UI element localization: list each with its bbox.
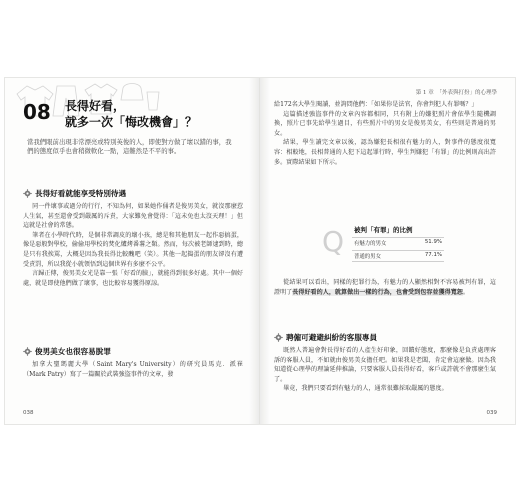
text-run: 。 <box>462 288 469 296</box>
body-text-top <box>274 100 496 167</box>
right-page <box>260 78 515 424</box>
chapter-number: 08 <box>23 100 51 124</box>
section-heading-text: 俊男美女也很容易脫罪 <box>35 347 111 356</box>
paragraph <box>274 278 496 297</box>
chapter-title: 長得好看， 就多一次「悔改機會」？ <box>65 99 198 129</box>
guilty-ratio-table <box>322 225 446 267</box>
gear-bullet-icon <box>23 189 32 198</box>
section-heading-text: 聘僱可避避糾紛的客服專員 <box>286 333 378 342</box>
paragraph: 同一件壞事或過分的行行，不知為何，如果她作俑者是俊男美女，就沒那麼惹人生氣，甚至還會受到嚴厲的斥責，大家難免會覺得：「這未免也太沒天理！」但這就是社會的常態。 <box>23 203 243 230</box>
row-value: 77.1% <box>424 252 442 258</box>
page-number: 038 <box>23 410 34 416</box>
section-heading-text: 長得好看就能享受特別待遇 <box>35 189 127 198</box>
paragraph: 既然人普遍會對長得好看的人產生好印象，回饋好態度，那麼像是負責處理客訴的客服人員，不如就由俊男美女擔任吧。如果我是老闆，肯定會這麼做。因為我知道從心理學的理論延伸推論，只要客服人員長得好看，客戶或許就不會那麼生氣了。 <box>274 347 496 383</box>
running-head: 第 1 章 「外表與打扮」的心理學 <box>415 90 497 96</box>
chapter-intro: 當我們眼前出現非常漂亮或特別英俊的人，即使對方做了壞以錯的事，我們的態度似乎也會稍微軟化一點，這難然是不平的事。 <box>27 138 232 155</box>
gear-bullet-icon <box>23 347 32 356</box>
table-row <box>352 237 444 248</box>
body-text-customer-service <box>274 346 496 394</box>
paragraph: 畢竟，我們只要看到有魅力的人，通常很難採取嚴厲的態度。 <box>283 385 448 393</box>
table-title: 被判「有罪」的比例 <box>354 226 413 234</box>
row-label: 普通的男女 <box>354 254 381 260</box>
row-label: 有魅力的男女 <box>354 241 387 247</box>
paragraph: 加拿大聖瑪麗大學（Saint Mary's University）的研究員馬克．派崔（Mark Patry）寫了一篇關於武裝強盜事件的文章，發 <box>23 361 243 378</box>
q-letter-icon: Q <box>322 225 345 258</box>
table-row <box>352 250 444 262</box>
section-heading-easy-acquittal <box>23 346 111 357</box>
body-text-conclusion <box>274 278 496 297</box>
section1-body <box>23 202 243 288</box>
row-value: 51.9% <box>424 239 442 245</box>
paragraph: 這篇描述強盜事件的文章內容都相同，只有附上的嫌犯照片會依學生隨機調換，照片已事先給學生過目，有些照片中的男女是俊男美女，有些則是普通的男女。 <box>274 110 496 137</box>
paragraph: 言歸正傳，俊男美女光是靠一張「好看的臉」，就能得到很多好處。其中一個好處，就是即使他們做了壞事，也比較容易獲得原諒。 <box>23 270 243 287</box>
paragraph: 給172名大學生閱讀，並詢問他們：「如果你是法官，你會判犯人有罪嗎？」 <box>274 101 478 108</box>
gutter-shadow <box>260 78 270 424</box>
text-run: 從結果可以看出，同樣的犯罪行為，有魅力的人顯然相對不容易被判有罪，這證明了 <box>274 279 496 296</box>
gear-bullet-icon <box>274 333 283 342</box>
left-page <box>5 78 260 424</box>
highlighted-text: 長得好看的人，就算做出一樣的行為，也會受到包容並獲得寬恕 <box>292 288 463 296</box>
paragraph: 筆者在小學時代時，是個非常調皮的壞小孩，總是和其他朋友一起作惡搞蛋，像是惡般對學校，偷偷用學校的焚化爐烤番薯之類。然而，每次被老師逮到時，總是只有我挨罵，大概是因為我長得比較醜吧（笑）。其他一起搗蛋的朋友卻沒有遭受責罰，所以我從小就領悟到這個世界有多麼不公平。 <box>23 231 243 268</box>
section-heading-special-treatment <box>23 188 126 199</box>
gutter-shadow <box>249 78 259 424</box>
book-spread <box>5 78 515 424</box>
section2-body <box>23 360 243 379</box>
paragraph: 結果，學生讀完文章以後，認為嫌犯長相很有魅力的人，對事件的態度很寬容：相較地，長相普通的人犯下這起罪行時，學生判嫌犯「有罪」的比例則高出許多。實際結果如下所示。 <box>274 139 496 166</box>
section-heading-customer-service <box>274 332 377 343</box>
page-number: 039 <box>486 410 497 416</box>
